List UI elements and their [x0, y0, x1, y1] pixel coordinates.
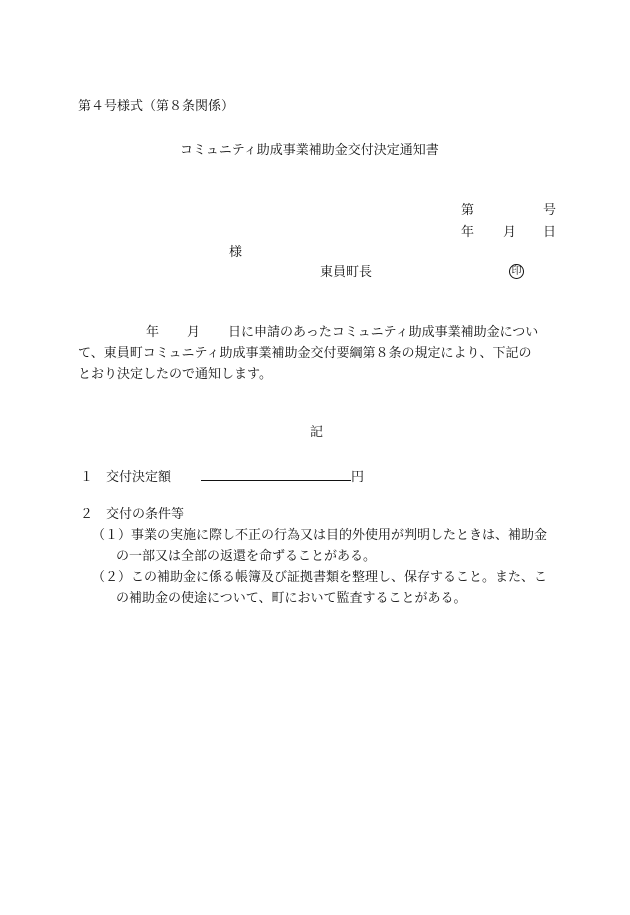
form-label: 第４号様式（第８条関係） — [78, 99, 235, 114]
condition-2-line-1: （２）この補助金に係る帳簿及び証拠書類を整理し、保存すること。また、こ — [92, 570, 548, 585]
addressee-sama: 様 — [229, 245, 243, 260]
seal-char: 印 — [509, 264, 524, 279]
issuer: 東員町長 — [320, 265, 373, 280]
condition-1-line-1: （１）事業の実施に際し不正の行為又は目的外使用が判明したときは、補助金 — [92, 528, 548, 543]
ki-heading: 記 — [310, 425, 324, 440]
item-2-label: ２ 交付の条件等 — [80, 507, 185, 522]
item-1 — [80, 468, 364, 484]
number-go: 号 — [543, 203, 557, 218]
document-title: コミュニティ助成事業補助金交付決定通知書 — [180, 143, 439, 158]
body-nen: 年 — [146, 325, 160, 340]
item-1-label: １ 交付決定額 — [80, 470, 172, 485]
date-nen: 年 — [461, 225, 475, 240]
condition-2-line-2: の補助金の使途について、町において監査することがある。 — [116, 591, 467, 606]
number-dai: 第 — [461, 203, 475, 218]
body-tsuki: 月 — [187, 325, 201, 340]
body-line-1: 日に申請のあったコミュニティ助成事業補助金につい — [228, 325, 539, 340]
condition-1-line-2: の一部又は全部の返還を命ずることがある。 — [116, 549, 377, 564]
body-line-2: て、東員町コミュニティ助成事業補助金交付要綱第８条の規定により、下記の — [78, 346, 532, 361]
date-nichi: 日 — [543, 225, 557, 240]
amount-line — [201, 468, 351, 481]
seal-icon — [509, 264, 524, 279]
body-line-3: とおり決定したので通知します。 — [78, 367, 272, 382]
date-tsuki: 月 — [503, 225, 517, 240]
item-1-unit: 円 — [351, 470, 365, 485]
